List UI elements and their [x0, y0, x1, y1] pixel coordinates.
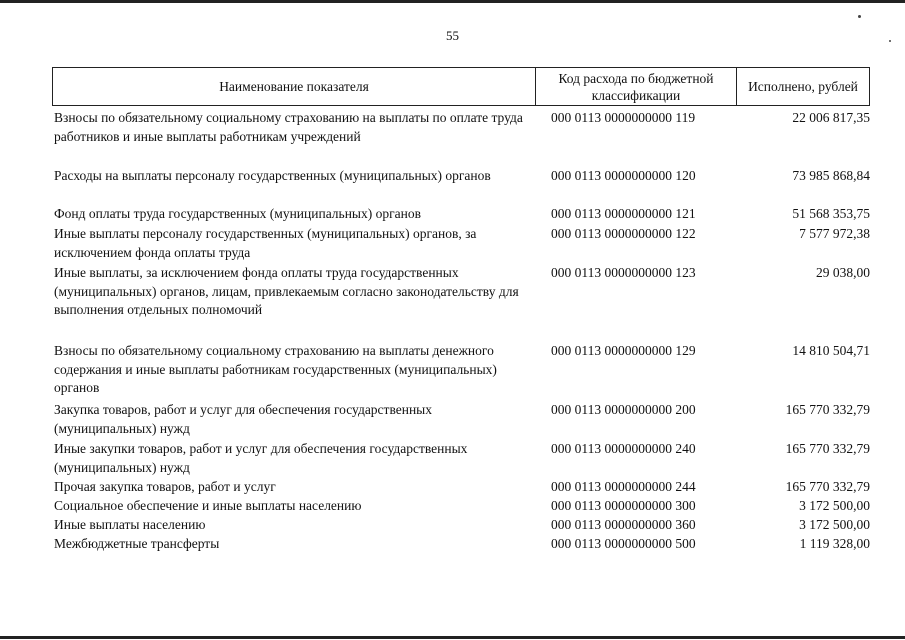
scan-speck	[858, 15, 861, 18]
header-name: Наименование показателя	[53, 68, 536, 105]
header-amount: Исполнено, рублей	[748, 79, 858, 94]
row-name: Закупка товаров, работ и услуг для обеспечения государственных (муниципальных) нужд	[54, 402, 433, 436]
row-amount: 29 038,00	[816, 265, 870, 280]
row-code: 000 0113 0000000000 122	[551, 226, 696, 241]
row-code: 000 0113 0000000000 300	[551, 498, 696, 513]
row-name: Иные закупки товаров, работ и услуг для обеспечения государственных (муниципальных) нужд	[54, 441, 468, 475]
row-code: 000 0113 0000000000 123	[551, 265, 696, 280]
row-code: 000 0113 0000000000 240	[551, 441, 696, 456]
row-name: Расходы на выплаты персоналу государственных (муниципальных) органов	[54, 168, 491, 183]
row-name: Социальное обеспечение и иные выплаты населению	[54, 498, 362, 513]
row-amount: 22 006 817,35	[792, 110, 870, 125]
row-name: Фонд оплаты труда государственных (муниципальных) органов	[54, 206, 421, 221]
row-code: 000 0113 0000000000 129	[551, 343, 696, 358]
row-code: 000 0113 0000000000 200	[551, 402, 696, 417]
row-code: 000 0113 0000000000 244	[551, 479, 696, 494]
row-code: 000 0113 0000000000 119	[551, 110, 696, 125]
row-name: Межбюджетные трансферты	[54, 536, 220, 551]
header-code: Код расхода по бюджетной классификации	[536, 68, 737, 105]
row-code: 000 0113 0000000000 360	[551, 517, 696, 532]
row-name: Иные выплаты населению	[54, 517, 206, 532]
row-amount: 165 770 332,79	[785, 479, 870, 494]
row-amount: 165 770 332,79	[785, 402, 870, 417]
row-amount: 73 985 868,84	[792, 168, 870, 183]
row-amount: 14 810 504,71	[792, 343, 870, 358]
row-code: 000 0113 0000000000 121	[551, 206, 696, 221]
row-name: Взносы по обязательному социальному страхованию на выплаты по оплате труда работников и иные выплаты работникам учреждений	[54, 110, 523, 144]
page-number: 55	[446, 28, 459, 43]
row-amount: 7 577 972,38	[799, 226, 870, 241]
row-amount: 3 172 500,00	[799, 517, 870, 532]
row-name: Взносы по обязательному социальному страхованию на выплаты денежного содержания и иные выплаты работникам государственных (муниципальных) органов	[54, 343, 497, 395]
page-top-border	[0, 0, 905, 3]
row-amount: 3 172 500,00	[799, 498, 870, 513]
row-amount: 1 119 328,00	[799, 536, 870, 551]
row-code: 000 0113 0000000000 500	[551, 536, 696, 551]
row-amount: 165 770 332,79	[785, 441, 870, 456]
row-name: Прочая закупка товаров, работ и услуг	[54, 479, 276, 494]
page-bottom-border	[0, 636, 905, 639]
row-amount: 51 568 353,75	[792, 206, 870, 221]
row-name: Иные выплаты, за исключением фонда оплаты труда государственных (муниципальных) органов, лицам, привлекаемым согласно законодательству для выполнения отдельных полномочий	[54, 265, 519, 317]
row-name: Иные выплаты персоналу государственных (муниципальных) органов, за исключением фонда оплаты труда	[54, 226, 477, 260]
row-code: 000 0113 0000000000 120	[551, 168, 696, 183]
table-header	[52, 67, 870, 106]
